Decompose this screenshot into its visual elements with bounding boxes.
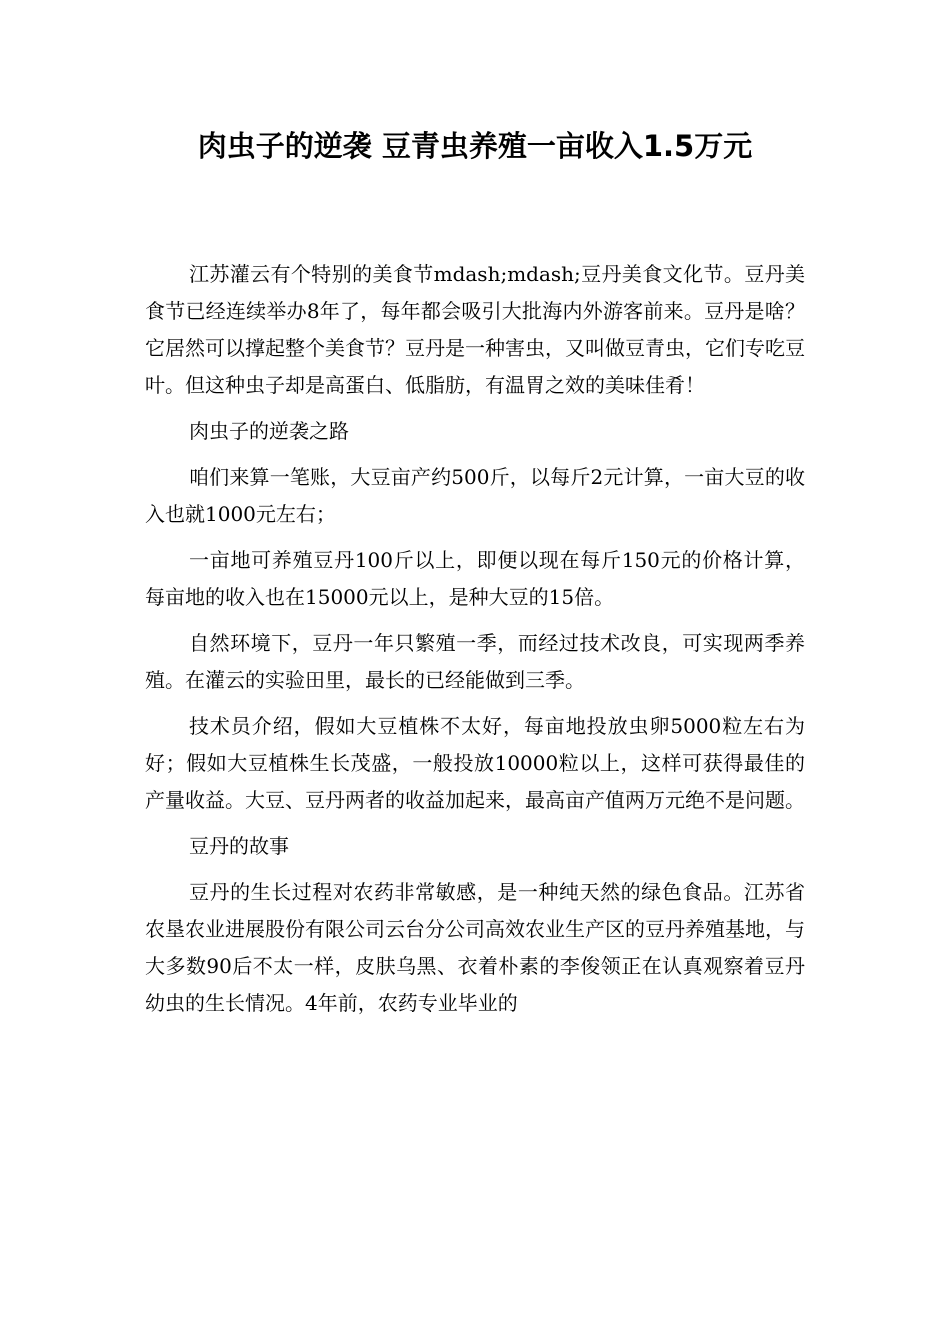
section-heading-reversal: 肉虫子的逆袭之路 bbox=[189, 419, 349, 443]
paragraph-soybean-income: 咱们来算一笔账，大豆亩产约500斤，以每斤2元计算，一亩大豆的收入也就1000元左右； bbox=[145, 465, 805, 526]
document-title: 肉虫子的逆袭 豆青虫养殖一亩收入1.5万元 bbox=[197, 129, 753, 163]
paragraph-technician: 技术员介绍，假如大豆植株不太好，每亩地投放虫卵5000粒左右为好；假如大豆植株生长茂盛，一般投放10000粒以上，这样可获得最佳的产量收益。大豆、豆丹两者的收益加起来，最高亩产值两万元绝不是问题。 bbox=[145, 714, 805, 812]
paragraph-story: 豆丹的生长过程对农药非常敏感，是一种纯天然的绿色食品。江苏省农垦农业进展股份有限公司云台分公司高效农业生产区的豆丹养殖基地，与大多数90后不太一样，皮肤乌黑、衣着朴素的李俊领正在认真观察着豆丹幼虫的生长情况。4年前，农药专业毕业的 bbox=[145, 880, 805, 1015]
paragraph-intro: 江苏灌云有个特别的美食节mdash;mdash;豆丹美食文化节。豆丹美食节已经连续举办8年了，每年都会吸引大批海内外游客前来。豆丹是啥？它居然可以撑起整个美食节？豆丹是一种害虫，又叫做豆青虫，它们专吃豆叶。但这种虫子却是高蛋白、低脂肪，有温胃之效的美味佳肴！ bbox=[145, 262, 805, 397]
paragraph-breeding-seasons: 自然环境下，豆丹一年只繁殖一季，而经过技术改良，可实现两季养殖。在灌云的实验田里，最长的已经能做到三季。 bbox=[145, 631, 805, 692]
document-body bbox=[145, 256, 805, 1022]
paragraph-doudan-income: 一亩地可养殖豆丹100斤以上，即便以现在每斤150元的价格计算，每亩地的收入也在15000元以上，是种大豆的15倍。 bbox=[145, 548, 805, 609]
section-heading-story: 豆丹的故事 bbox=[189, 834, 289, 858]
